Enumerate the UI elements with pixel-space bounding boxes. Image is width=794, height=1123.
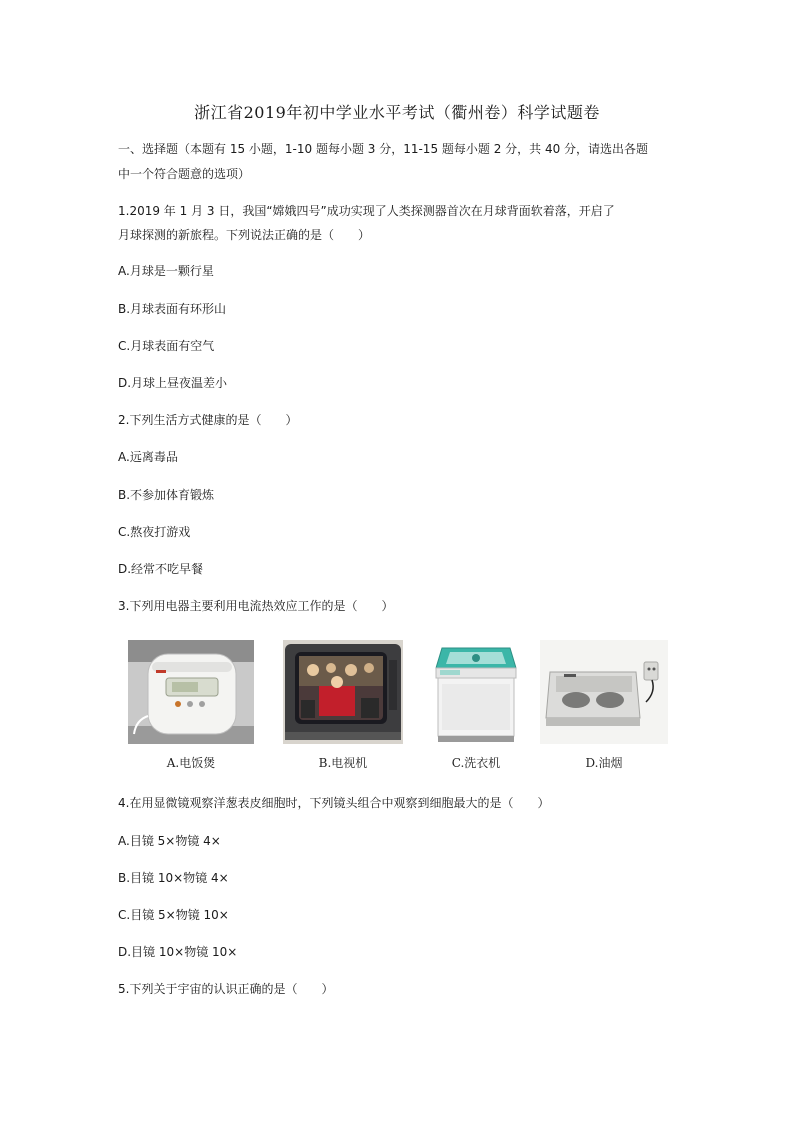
rice-cooker-photo (128, 640, 254, 744)
question-2-option-c: C.熬夜打游戏 (118, 525, 191, 539)
question-1-line-2: 月球探测的新旅程。下列说法正确的是（ ） (118, 228, 371, 242)
image-television (283, 640, 403, 774)
television-photo (283, 640, 403, 744)
question-2: 2.下列生活方式健康的是（ ） (118, 413, 298, 427)
section-instructions-line-2: 中一个符合题意的选项） (118, 167, 251, 181)
question-1-option-b: B.月球表面有环形山 (118, 302, 227, 316)
television-icon (283, 640, 403, 744)
question-4-option-b: B.目镜 10×物镜 4× (118, 871, 229, 885)
exam-title: 浙江省2019年初中学业水平考试（衢州卷）科学试题卷 (194, 103, 600, 122)
washing-machine-icon (428, 640, 524, 744)
range-hood-icon (540, 640, 668, 744)
washing-machine-photo (428, 640, 524, 744)
range-hood-photo (540, 640, 668, 744)
question-2-option-a: A.远离毒品 (118, 450, 178, 464)
question-3-images (128, 640, 668, 774)
image-washing-machine (428, 640, 524, 774)
question-4-option-a: A.目镜 5×物镜 4× (118, 834, 221, 848)
rice-cooker-icon (128, 640, 254, 744)
caption-c: C.洗衣机 (451, 756, 501, 770)
image-range-hood (540, 640, 668, 774)
question-4: 4.在用显微镜观察洋葱表皮细胞时，下列镜头组合中观察到细胞最大的是（ ） (118, 796, 550, 810)
question-1-line-1: 1.2019 年 1 月 3 日，我国“嫦娥四号”成功实现了人类探测器首次在月球背面软着落，开启了 (118, 204, 615, 218)
question-5: 5.下列关于宇宙的认识正确的是（ ） (118, 982, 334, 996)
caption-a: A.电饭煲 (166, 756, 216, 770)
question-1-option-c: C.月球表面有空气 (118, 339, 215, 353)
question-4-option-c: C.目镜 5×物镜 10× (118, 908, 229, 922)
caption-d: D.油烟 (585, 756, 623, 770)
question-2-option-b: B.不参加体育锻炼 (118, 488, 215, 502)
question-3: 3.下列用电器主要利用电流热效应工作的是（ ） (118, 599, 394, 613)
image-rice-cooker (128, 640, 254, 774)
section-instructions-line-1: 一、选择题（本题有 15 小题，1-10 题每小题 3 分，11-15 题每小题 2 分，共 40 分，请选出各题 (118, 142, 649, 156)
question-1-option-d: D.月球上昼夜温差小 (118, 376, 228, 390)
question-2-option-d: D.经常不吃早餐 (118, 562, 204, 576)
caption-b: B.电视机 (318, 756, 368, 770)
question-1-option-a: A.月球是一颗行星 (118, 264, 214, 278)
question-4-option-d: D.目镜 10×物镜 10× (118, 945, 238, 959)
